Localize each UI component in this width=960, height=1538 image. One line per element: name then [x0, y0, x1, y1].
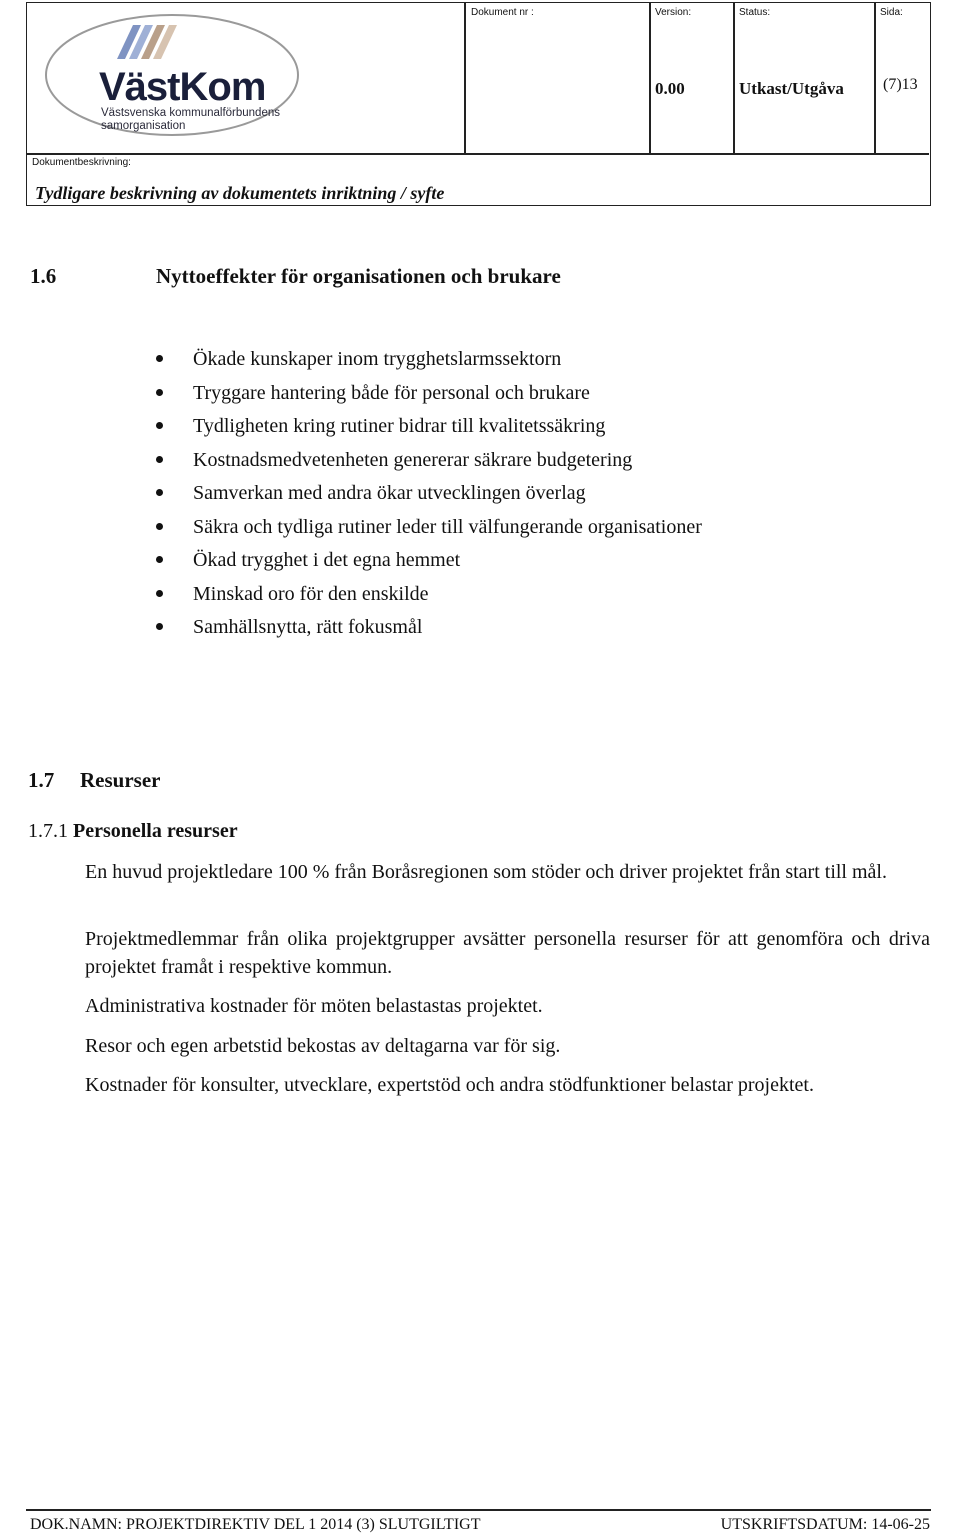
divider [733, 3, 735, 153]
list-item: Kostnadsmedvetenheten genererar säkrare budgetering [152, 446, 702, 480]
sida-value: (7)13 [883, 76, 918, 93]
logo-subtitle-line2: samorganisation [101, 120, 186, 132]
section-title: Personella resurser [73, 820, 238, 842]
document-header-table [26, 2, 931, 206]
list-item: Samverkan med andra ökar utvecklingen överlag [152, 479, 702, 513]
logo-wordmark: VästKom [99, 65, 266, 109]
section-number: 1.6 [30, 264, 57, 288]
paragraph: En huvud projektledare 100 % från Boråsregionen som stöder och driver projektet från start till mål. [85, 861, 887, 883]
section-number: 1.7.1 [28, 820, 68, 842]
section-1-7-1-heading [28, 820, 238, 843]
vastkom-logo [37, 7, 307, 139]
footer-document-name: DOK.NAMN: PROJEKTDIREKTIV DEL 1 2014 (3) SLUTGILTIGT [30, 1516, 481, 1533]
paragraph: Projektmedlemmar från olika projektgrupper avsätter personella resurser för att genomföra och driva projektet framåt i respektive kommun. [85, 928, 930, 978]
footer-divider [26, 1509, 931, 1511]
benefits-list [152, 345, 702, 647]
section-number: 1.7 [28, 768, 55, 792]
paragraph: Resor och egen arbetstid bekostas av deltagarna var för sig. [85, 1035, 561, 1057]
logo-subtitle [101, 107, 321, 133]
divider [464, 3, 466, 153]
description-value: Tydligare beskrivning av dokumentets inriktning / syfte [35, 183, 445, 203]
section-title: Resurser [80, 768, 161, 792]
list-item: Säkra och tydliga rutiner leder till välfungerande organisationer [152, 513, 702, 547]
list-item: Samhällsnytta, rätt fokusmål [152, 613, 702, 647]
divider [27, 153, 929, 155]
footer-print-date: UTSKRIFTSDATUM: 14-06-25 [720, 1516, 930, 1533]
version-value: 0.00 [655, 79, 685, 98]
paragraph: Kostnader för konsulter, utvecklare, expertstöd och andra stödfunktioner belastar projektet. [85, 1074, 814, 1096]
paragraph: Administrativa kostnader för möten belastastas projektet. [85, 995, 543, 1017]
section-title: Nyttoeffekter för organisationen och brukare [156, 264, 561, 288]
list-item: Ökad trygghet i det egna hemmet [152, 546, 702, 580]
status-value: Utkast/Utgåva [739, 79, 844, 98]
list-item: Minskad oro för den enskilde [152, 580, 702, 614]
dokument-nr-label: Dokument nr : [471, 7, 534, 18]
description-label: Dokumentbeskrivning: [32, 157, 131, 168]
status-label: Status: [739, 7, 771, 18]
divider [649, 3, 651, 153]
version-label: Version: [655, 7, 692, 18]
list-item: Tryggare hantering både för personal och brukare [152, 379, 702, 413]
list-item: Ökade kunskaper inom trygghetslarmssektorn [152, 345, 702, 379]
logo-subtitle-line1: Västsvenska kommunalförbundens [101, 107, 280, 119]
section-1-7-heading [28, 768, 160, 793]
sida-label: Sida: [880, 7, 903, 18]
list-item: Tydligheten kring rutiner bidrar till kvalitetssäkring [152, 412, 702, 446]
divider [874, 3, 876, 153]
section-1-6-heading [30, 264, 561, 289]
